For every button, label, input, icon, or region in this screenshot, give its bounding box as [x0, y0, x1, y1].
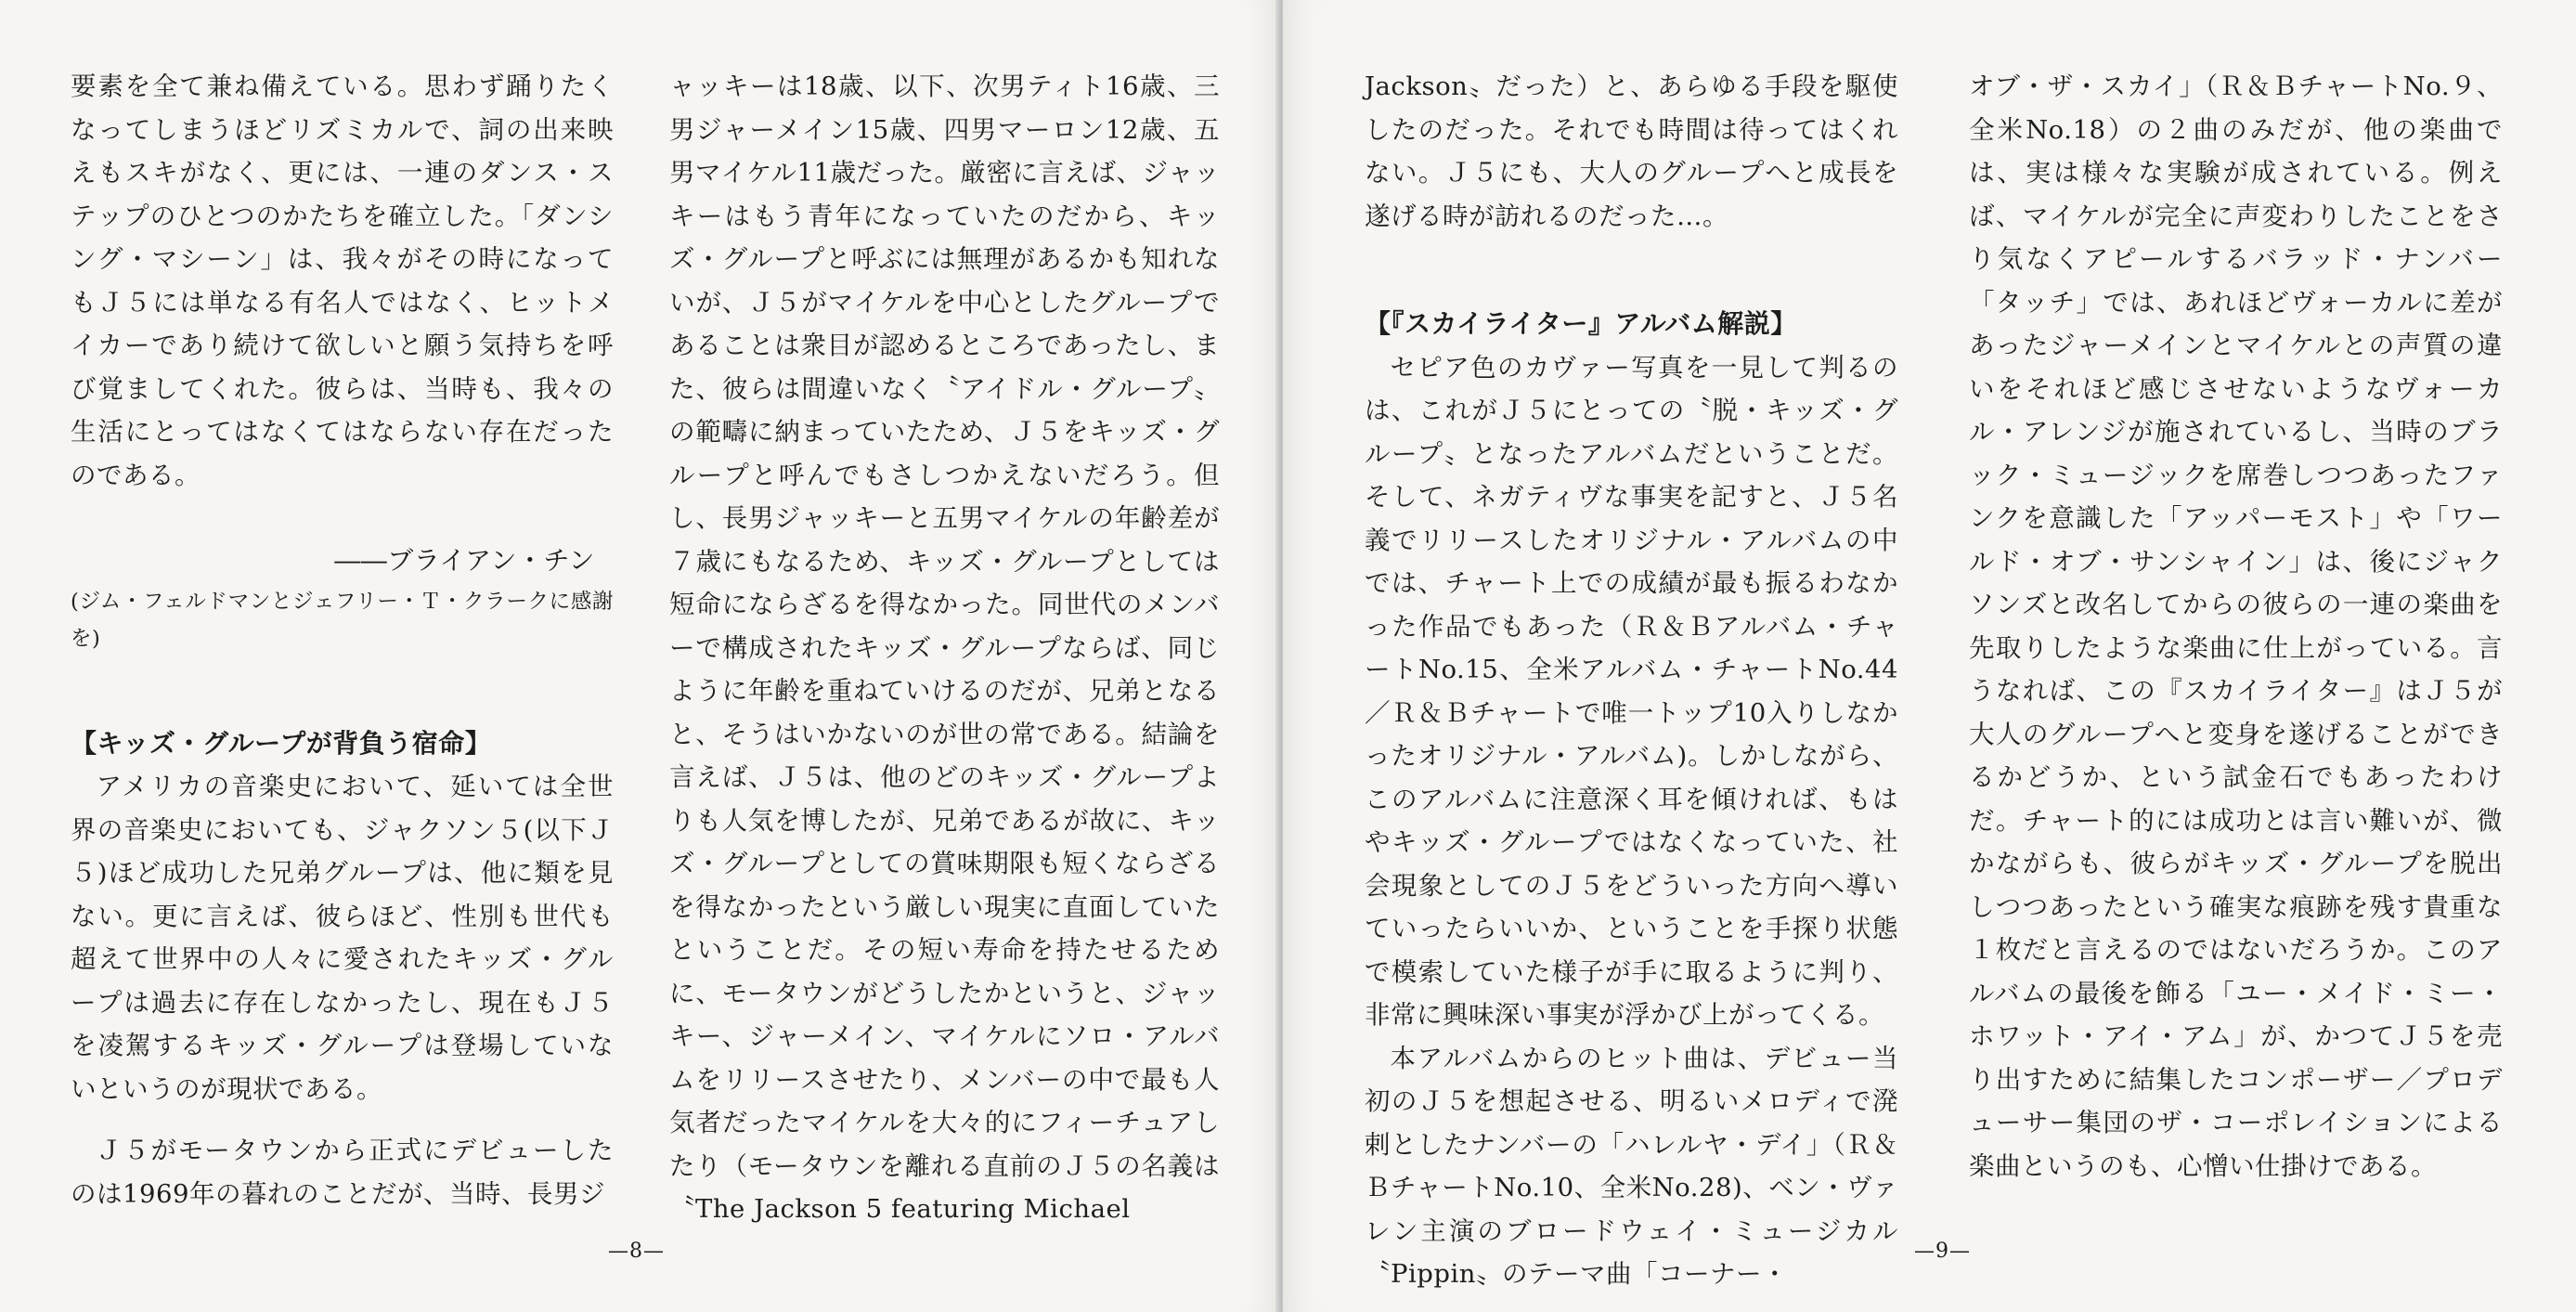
right-page	[1283, 0, 2576, 1312]
section-heading: 【キッズ・グループが背負う宿命】	[71, 727, 492, 759]
left-page	[0, 0, 1279, 1312]
left-page-column-1	[71, 65, 614, 1215]
body-paragraph: オブ・ザ・スカイ」（Ｒ＆ＢチャートNo.９、全米No.18）の２曲のみだが、他の楽曲では、実は様々な実験が成されている。例えば、マイケルが完全に声変わりしたことをさり気なくアピールするバラッド・ナンバー「タッチ」では、あれほどヴォーカルに差があったジャーメインとマイケルとの声質の違いをそれほど感じさせないようなヴォーカル・アレンジが施されているし、当時のブラック・ミュージックを席巻しつつあったファンクを意識した「アッパーモスト」や「ワールド・オブ・サンシャイン」は、後にジャクソンズと改名してからの彼らの一連の楽曲を先取りしたような楽曲に仕上がっている。言うなれば、この『スカイライター』はＪ５が大人のグループへと変身を遂げることができるかどうか、という試金石でもあったわけだ。チャート的には成功とは言い難いが、微かながらも、彼らがキッズ・グループを脱出しつつあったという確実な痕跡を残す貴重な１枚だと言えるのではないだろうか。このアルバムの最後を飾る「ユー・メイド・ミー・ホワット・アイ・アム」が、かつてＪ５を売り出すために結集したコンポーザー／プロデューサー集団のザ・コーポレイションによる楽曲というのも、心憎い仕掛けである。	[1969, 71, 2503, 1181]
right-page-column-1	[1365, 65, 1898, 1296]
left-page-column-2	[669, 65, 1220, 1231]
body-paragraph: セピア色のカヴァー写真を一見して判るのは、これがＪ５にとっての〝脱・キッズ・グループ〟となったアルバムだということだ。そして、ネガティヴな事実を記すと、Ｊ５名義でリリースしたオリジナル・アルバムの中では、チャート上での成績が最も振るわなかった作品でもあった（Ｒ＆Ｂアルバム・チャートNo.15、全米アルバム・チャートNo.44／Ｒ＆Ｂチャートで唯一トップ10入りしなかったオリジナル・アルバム)。しかしながら、このアルバムに注意深く耳を傾ければ、もはやキッズ・グループではなくなっていた、社会現象としてのＪ５をどういった方向へ導いていったらいいか、ということを手探り状態で模索していた様子が手に取るように判り、非常に興味深い事実が浮かび上がってくる。	[1365, 352, 1898, 1030]
intro-paragraph: 要素を全て兼ね備えている。思わず踊りたくなってしまうほどリズミカルで、詞の出来映えもスキがなく、更には、一連のダンス・ステップのひとつのかたちを確立した。「ダンシング・マシーン」は、我々がその時になってもＪ５には単なる有名人ではなく、ヒットメイカーであり続けて欲しいと願う気持ちを呼び覚ましてくれた。彼らは、当時も、我々の生活にとってはなくてはならない存在だったのである。	[71, 71, 614, 490]
section-heading: 【『スカイライター』アルバム解説】	[1365, 308, 1797, 339]
body-paragraph: 本アルバムからのヒット曲は、デビュー当初のＪ５を想起させる、明るいメロディで溌剌としたナンバーの「ハレルヤ・デイ」（Ｒ＆ＢチャートNo.10、全米No.28)、ベン・ヴァレン主演のブロードウェイ・ミュージカル〝Pippin〟のテーマ曲「コーナー・	[1365, 1043, 1898, 1289]
page-number: —8—	[608, 1240, 665, 1263]
right-page-column-2	[1969, 65, 2503, 1188]
signature: ――ブライアン・チン	[334, 545, 595, 576]
body-paragraph: Jackson〟だった）と、あらゆる手段を駆使したのだった。それでも時間は待ってはくれない。Ｊ５にも、大人のグループへと成長を遂げる時が訪れるのだった…。	[1365, 71, 1898, 231]
body-paragraph: Ｊ５がモータウンから正式にデビューしたのは1969年の暮れのことだが、当時、長男ジ	[71, 1136, 614, 1209]
page-number: —9—	[1914, 1240, 1971, 1263]
body-paragraph: アメリカの音楽史において、延いては全世界の音楽史においても、ジャクソン５(以下Ｊ５)ほど成功した兄弟グループは、他に類を見ない。更に言えば、彼らほど、性別も世代も超えて世界中の人々に愛されたキッズ・グループは過去に存在しなかったし、現在もＪ５を凌駕するキッズ・グループは登場していないというのが現状である。	[71, 772, 614, 1104]
credit-note: (ジム・フェルドマンとジェフリー・Ｔ・クラークに感謝を)	[71, 589, 614, 651]
body-paragraph: ャッキーは18歳、以下、次男ティト16歳、三男ジャーメイン15歳、四男マーロン12歳、五男マイケル11歳だった。厳密に言えば、ジャッキーはもう青年になっていたのだから、キッズ・グループと呼ぶには無理があるかも知れないが、Ｊ５がマイケルを中心としたグループであることは衆目が認めるところであったし、また、彼らは間違いなく〝アイドル・グループ〟の範疇に納まっていたため、Ｊ５をキッズ・グループと呼んでもさしつかえないだろう。但し、長男ジャッキーと五男マイケルの年齢差が７歳にもなるため、キッズ・グループとしては短命にならざるを得なかった。同世代のメンバーで構成されたキッズ・グループならば、同じように年齢を重ねていけるのだが、兄弟となると、そうはいかないのが世の常である。結論を言えば、Ｊ５は、他のどのキッズ・グループよりも人気を博したが、兄弟であるが故に、キッズ・グループとしての賞味期限も短くならざるを得なかったという厳しい現実に直面していたということだ。その短い寿命を持たせるために、モータウンがどうしたかというと、ジャッキー、ジャーメイン、マイケルにソロ・アルバムをリリースさせたり、メンバーの中で最も人気者だったマイケルを大々的にフィーチュアしたり（モータウンを離れる直前のＪ５の名義は〝The Jackson 5 featuring Michael	[669, 71, 1220, 1224]
